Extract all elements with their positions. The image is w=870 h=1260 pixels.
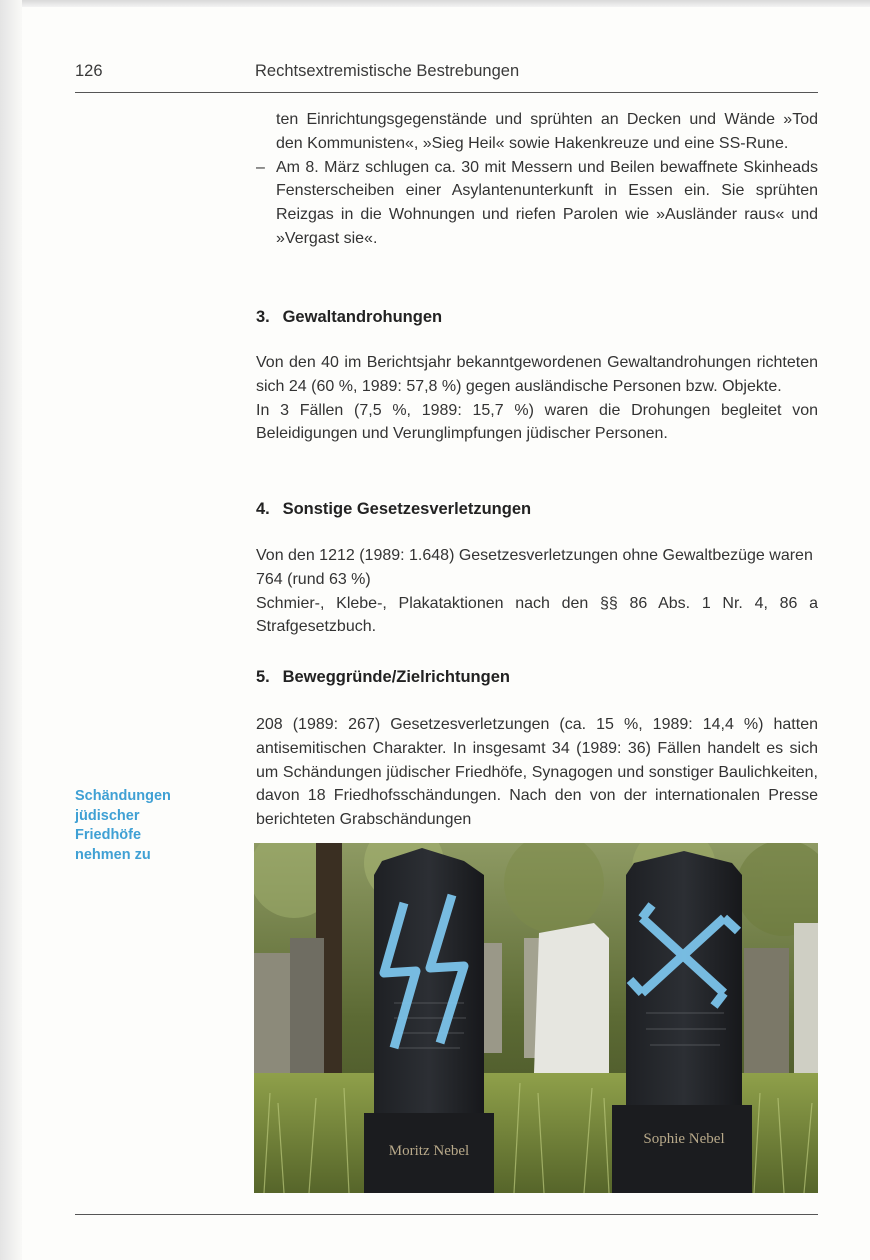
margin-note-line: Friedhöfe: [75, 827, 142, 843]
bullet-text: Am 8. März schlugen ca. 30 mit Messern und Beilen bewaffnete Skinheads Fensterscheiben einer Asylantenunterkunft in Essen ein. Sie sprühten Reizgas in die Wohnungen und riefen Parolen wie »Ausländer raus« und »Vergast sie«.: [276, 158, 818, 247]
page-header: [75, 62, 815, 88]
section-heading-5: [256, 668, 510, 687]
section-heading-3: [256, 308, 442, 327]
section-number: 4.: [256, 500, 270, 518]
margin-note-line: nehmen zu: [75, 846, 151, 863]
cemetery-photo-illustration: [254, 843, 818, 1193]
section-title: Gewaltandrohungen: [282, 308, 443, 326]
right-gravestone: [612, 851, 752, 1193]
intro-continuation: ten Einrichtungsgegenstände und sprühten an Decken und Wände »Tod den Kommunisten«, »Sieg Heil« sowie Hakenkreuze und eine SS-Rune.: [276, 111, 818, 152]
header-rule: [75, 92, 818, 93]
right-stone-name: Sophie Nebel: [643, 1131, 725, 1147]
section-title: Beweggründe/Zielrichtungen: [282, 668, 510, 686]
paragraph: 208 (1989: 267) Gesetzesverletzungen (ca. 15 %, 1989: 14,4 %) hatten antisemitischen Charakter. In insgesamt 34 (1989: 36) Fällen handelt es sich um Schändungen jüdischer Friedhöfe, Synagogen und sonstiger Baulichkeiten, davon 18 Friedhofsschändungen. Nach den von der internationalen Presse berichteten Grabschändungen: [256, 716, 818, 829]
paragraph: In 3 Fällen (7,5 %, 1989: 15,7 %) waren die Drohungen begleitet von Beleidigungen und Verunglimpfungen jüdischer Personen.: [256, 401, 818, 443]
cemetery-photo: [254, 843, 818, 1193]
page-number: 126: [75, 62, 103, 80]
section-heading-4: [256, 500, 531, 519]
paragraph: Von den 40 im Berichtsjahr bekanntgewordenen Gewaltandrohungen richteten sich 24 (60 %, 1989: 57,8 %) gegen ausländische Personen bzw. Objekte.: [256, 354, 818, 395]
section-number: 3.: [256, 308, 270, 326]
paragraph: Von den 1212 (1989: 1.648) Gesetzesverletzungen ohne Gewaltbezüge waren 764 (rund 63 %): [256, 547, 813, 588]
section-body-3: [256, 351, 818, 446]
footer-rule: [75, 1214, 818, 1215]
margin-note-line: Schändungen: [75, 788, 171, 804]
margin-note-line: jüdischer: [75, 807, 140, 824]
paragraph: Schmier-, Klebe-, Plakataktionen nach den §§ 86 Abs. 1 Nr. 4, 86 a Strafgesetzbuch.: [256, 594, 818, 636]
intro-block: [256, 108, 818, 251]
bullet-item: [256, 156, 818, 251]
section-number: 5.: [256, 668, 270, 686]
left-gravestone: [364, 848, 494, 1193]
scan-edge-left: [0, 0, 22, 1260]
margin-note: [75, 787, 215, 865]
bullet-dash: –: [256, 158, 265, 176]
running-head: Rechtsextremistische Bestrebungen: [255, 62, 520, 80]
section-body-5: [256, 713, 818, 832]
left-stone-name: Moritz Nebel: [388, 1143, 470, 1159]
section-body-4: [256, 544, 818, 639]
section-title: Sonstige Gesetzesverletzungen: [282, 500, 532, 518]
scan-edge-top: [0, 0, 870, 7]
